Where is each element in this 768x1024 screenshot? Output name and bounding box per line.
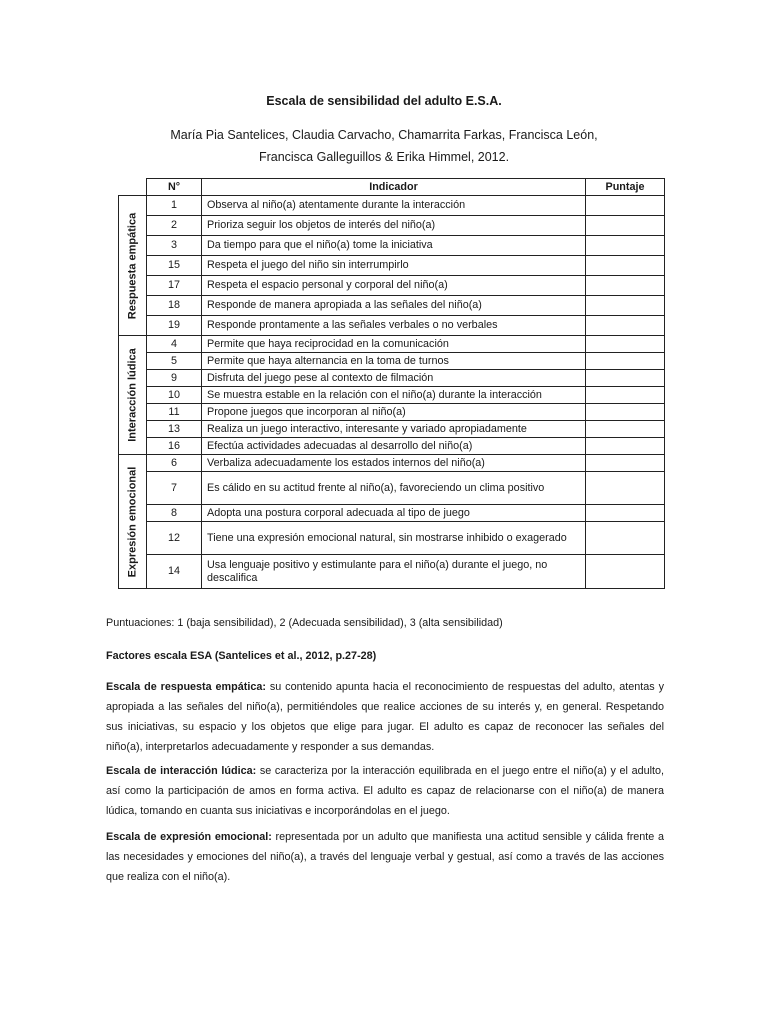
item-indicator: Responde de manera apropiada a las señales del niño(a) [202, 296, 586, 316]
group-label-cell [119, 336, 147, 455]
table-row [119, 216, 665, 236]
item-score-cell [586, 296, 665, 316]
paragraph-ludic [106, 761, 664, 821]
item-score-cell [586, 216, 665, 236]
item-score-cell [586, 196, 665, 216]
item-number: 18 [147, 296, 202, 316]
item-score-cell [586, 370, 665, 387]
table-row [119, 370, 665, 387]
item-score-cell [586, 505, 665, 522]
item-score-cell [586, 472, 665, 505]
paragraph-lead: Escala de interacción lúdica: [106, 765, 257, 777]
item-score-cell [586, 404, 665, 421]
item-score-cell [586, 438, 665, 455]
item-score-cell [586, 387, 665, 404]
header-corner [119, 179, 147, 196]
item-number: 3 [147, 236, 202, 256]
group-label: Expresión emocional [126, 466, 138, 577]
item-indicator: Es cálido en su actitud frente al niño(a), favoreciendo un clima positivo [202, 472, 586, 505]
item-score-cell [586, 522, 665, 555]
table-row [119, 472, 665, 505]
table-row [119, 236, 665, 256]
item-number: 5 [147, 353, 202, 370]
item-number: 2 [147, 216, 202, 236]
item-number: 4 [147, 336, 202, 353]
item-number: 7 [147, 472, 202, 505]
table-row [119, 336, 665, 353]
table-row [119, 438, 665, 455]
item-number: 12 [147, 522, 202, 555]
paragraph-emotional [106, 827, 664, 887]
item-score-cell [586, 555, 665, 589]
table-row [119, 353, 665, 370]
paragraph-lead: Escala de expresión emocional: [106, 831, 272, 843]
item-number: 17 [147, 276, 202, 296]
item-indicator: Permite que haya alternancia en la toma de turnos [202, 353, 586, 370]
table-row [119, 296, 665, 316]
item-indicator: Respeta el juego del niño sin interrumpirlo [202, 256, 586, 276]
scoring-legend: Puntuaciones: 1 (baja sensibilidad), 2 (Adecuada sensibilidad), 3 (alta sensibilidad) [106, 617, 503, 629]
item-indicator: Propone juegos que incorporan al niño(a) [202, 404, 586, 421]
item-number: 14 [147, 555, 202, 589]
item-number: 11 [147, 404, 202, 421]
item-indicator: Usa lenguaje positivo y estimulante para el niño(a) durante el juego, no descalifica [202, 555, 586, 589]
header-score: Puntaje [586, 179, 665, 196]
item-indicator: Prioriza seguir los objetos de interés del niño(a) [202, 216, 586, 236]
paragraph-body: representada por un adulto que manifiesta una actitud sensible y cálida frente a las necesidades y emociones del niño(a), a través del lenguaje verbal y gestual, así como a través de las acciones que realiza con el niño(a). [106, 831, 664, 883]
paragraph-body: su contenido apunta hacia el reconocimiento de respuestas del adulto, atentas y apropiada a las señales del niño(a), permitiéndoles que realice acciones de su interés y, en general. Respetando sus iniciativas, su espacio y los objetos que elige para jugar. El adulto es capaz de reconocer las señales del niño(a), interpretarlos adecuadamente y responder a sus demandas. [106, 681, 664, 753]
table-row [119, 276, 665, 296]
item-score-cell [586, 276, 665, 296]
item-number: 16 [147, 438, 202, 455]
item-number: 10 [147, 387, 202, 404]
item-number: 6 [147, 455, 202, 472]
table-header-row [119, 179, 665, 196]
table-row [119, 555, 665, 589]
group-label: Interacción lúdica [126, 348, 138, 442]
paragraph-empathic [106, 677, 664, 757]
table-row [119, 316, 665, 336]
item-indicator: Efectúa actividades adecuadas al desarrollo del niño(a) [202, 438, 586, 455]
item-indicator: Da tiempo para que el niño(a) tome la iniciativa [202, 236, 586, 256]
group-label-cell [119, 455, 147, 589]
authors-line-2: Francisca Galleguillos & Erika Himmel, 2012. [258, 150, 510, 164]
item-score-cell [586, 316, 665, 336]
item-score-cell [586, 353, 665, 370]
item-number: 9 [147, 370, 202, 387]
authors [0, 124, 768, 168]
item-score-cell [586, 256, 665, 276]
item-number: 19 [147, 316, 202, 336]
item-number: 8 [147, 505, 202, 522]
group-label: Respuesta empática [126, 212, 138, 319]
item-score-cell [586, 236, 665, 256]
table-row [119, 455, 665, 472]
table-row [119, 505, 665, 522]
table-row [119, 256, 665, 276]
table-row [119, 196, 665, 216]
paragraph-body: se caracteriza por la interacción equilibrada en el juego entre el niño(a) y el adulto, así como la participación de amos en forma activa. El adulto es capaz de relacionarse con el niño(a) de manera lúdica, tomando en cuanta sus iniciativas e incorporándolas en el juego. [106, 765, 665, 817]
item-number: 13 [147, 421, 202, 438]
table-row [119, 387, 665, 404]
item-indicator: Se muestra estable en la relación con el niño(a) durante la interacción [202, 387, 586, 404]
item-indicator: Responde prontamente a las señales verbales o no verbales [202, 316, 586, 336]
document-title: Escala de sensibilidad del adulto E.S.A. [266, 94, 502, 108]
esa-indicator-table [118, 178, 665, 589]
item-indicator: Observa al niño(a) atentamente durante la interacción [202, 196, 586, 216]
item-score-cell [586, 336, 665, 353]
item-score-cell [586, 455, 665, 472]
factors-heading: Factores escala ESA (Santelices et al., 2012, p.27-28) [106, 650, 377, 662]
group-label-cell [119, 196, 147, 336]
header-number: N° [147, 179, 202, 196]
item-indicator: Verbaliza adecuadamente los estados internos del niño(a) [202, 455, 586, 472]
item-indicator: Tiene una expresión emocional natural, sin mostrarse inhibido o exagerado [202, 522, 586, 555]
paragraph-lead: Escala de respuesta empática: [106, 681, 266, 693]
table-row [119, 522, 665, 555]
item-score-cell [586, 421, 665, 438]
item-number: 1 [147, 196, 202, 216]
item-indicator: Respeta el espacio personal y corporal del niño(a) [202, 276, 586, 296]
table-row [119, 421, 665, 438]
item-indicator: Disfruta del juego pese al contexto de filmación [202, 370, 586, 387]
item-number: 15 [147, 256, 202, 276]
header-indicator: Indicador [202, 179, 586, 196]
authors-line-1: María Pia Santelices, Claudia Carvacho, Chamarrita Farkas, Francisca León, [170, 128, 598, 142]
table-row [119, 404, 665, 421]
item-indicator: Realiza un juego interactivo, interesante y variado apropiadamente [202, 421, 586, 438]
item-indicator: Adopta una postura corporal adecuada al tipo de juego [202, 505, 586, 522]
item-indicator: Permite que haya reciprocidad en la comunicación [202, 336, 586, 353]
